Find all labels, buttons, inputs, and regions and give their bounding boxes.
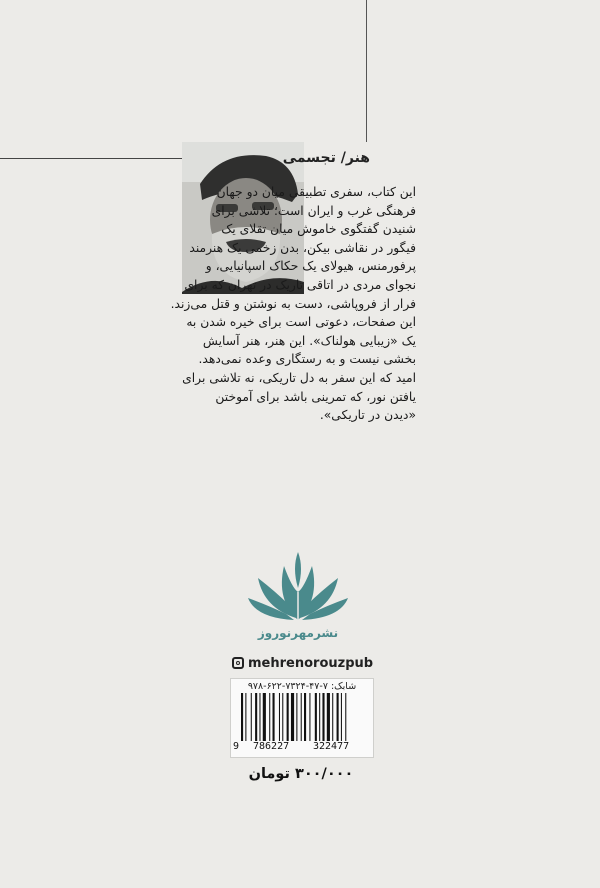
barcode-stripe [341, 693, 342, 741]
barcode-digit-first: 9 [233, 741, 240, 752]
barcode-stripe [322, 693, 324, 741]
barcode-stripe [319, 693, 320, 741]
barcode-stripe [245, 693, 246, 741]
description-line: نجوای مردی در اتاقی تاریک در تهران که برای [184, 277, 416, 292]
instagram-icon [232, 657, 244, 669]
instagram-handle-text: mehrenorouzpub [248, 655, 374, 671]
barcode-stripe [279, 693, 280, 741]
description-line: یک «زیبایی هولناک». این هنر، هنر آسایش [202, 333, 416, 348]
barcode-stripe [301, 693, 302, 741]
barcode-stripe [315, 693, 317, 741]
barcode-block [230, 678, 374, 758]
barcode-digits-left: 786227 [253, 741, 290, 752]
barcode-stripe [263, 693, 266, 741]
barcode-stripe [345, 693, 346, 741]
barcode-stripe [327, 693, 330, 741]
description-line: «دیدن در تاریکی». [319, 408, 416, 423]
barcode-stripe [269, 693, 270, 741]
barcode-stripe [259, 693, 260, 741]
description-line: بخشی نیست و به رستگاری وعده نمی‌دهد. [198, 352, 416, 367]
barcode-stripe [251, 693, 252, 741]
barcode-stripe [332, 693, 333, 741]
description-line: یافتن نور، که تمرینی باشد برای آموختن [215, 389, 416, 404]
lotus-logo-icon [246, 548, 350, 624]
description-line: پرفورمنس، هیولای یک حکاک اسپانیایی، و [205, 259, 416, 274]
description-line: فرهنگی غرب و ایران است؛ تلاشی برای [211, 203, 416, 218]
publisher-name: نشرمهرنوروز [257, 626, 339, 640]
vertical-rule [366, 0, 367, 142]
barcode-stripe [309, 693, 310, 741]
barcode-stripe [291, 693, 294, 741]
barcode-stripe [282, 693, 283, 741]
barcode-digits [231, 741, 373, 755]
barcode-digits-right: 322477 [313, 741, 350, 752]
description-line: شنیدن گفتگوی خاموش میان تقلای یک [221, 222, 416, 237]
genre-label: هنر/ تجسمی [282, 150, 370, 166]
description-line: این کتاب، سفری تطبیقی میان دو جهان [216, 185, 416, 199]
description-line: فیگور در نقاشی بیکن، بدن زخمی یک هنرمند [189, 240, 416, 255]
barcode-stripe [273, 693, 275, 741]
barcode-stripe [304, 693, 306, 741]
barcode-stripe [241, 693, 243, 741]
barcode-stripe [337, 693, 339, 741]
barcode-stripe [255, 693, 257, 741]
barcode-bars [241, 693, 369, 741]
isbn-label: شابک: ۷-۴۷-۷۳۲۴-۶۲۲-۹۷۸ [247, 681, 357, 692]
description-line: این صفحات، دعوتی است برای خیره شدن به [186, 315, 416, 330]
price-label: ۳۰۰/۰۰۰ تومان [248, 766, 354, 782]
description-line: فرار از فروپاشی، دست به نوشتن و قتل می‌زند. [170, 296, 416, 311]
description-line: امید که این سفر به دل تاریکی، نه تلاشی برای [182, 370, 416, 385]
horizontal-rule [0, 158, 182, 159]
barcode-stripe [296, 693, 297, 741]
instagram-handle [232, 654, 373, 672]
book-description [170, 183, 416, 425]
barcode-stripe [287, 693, 289, 741]
